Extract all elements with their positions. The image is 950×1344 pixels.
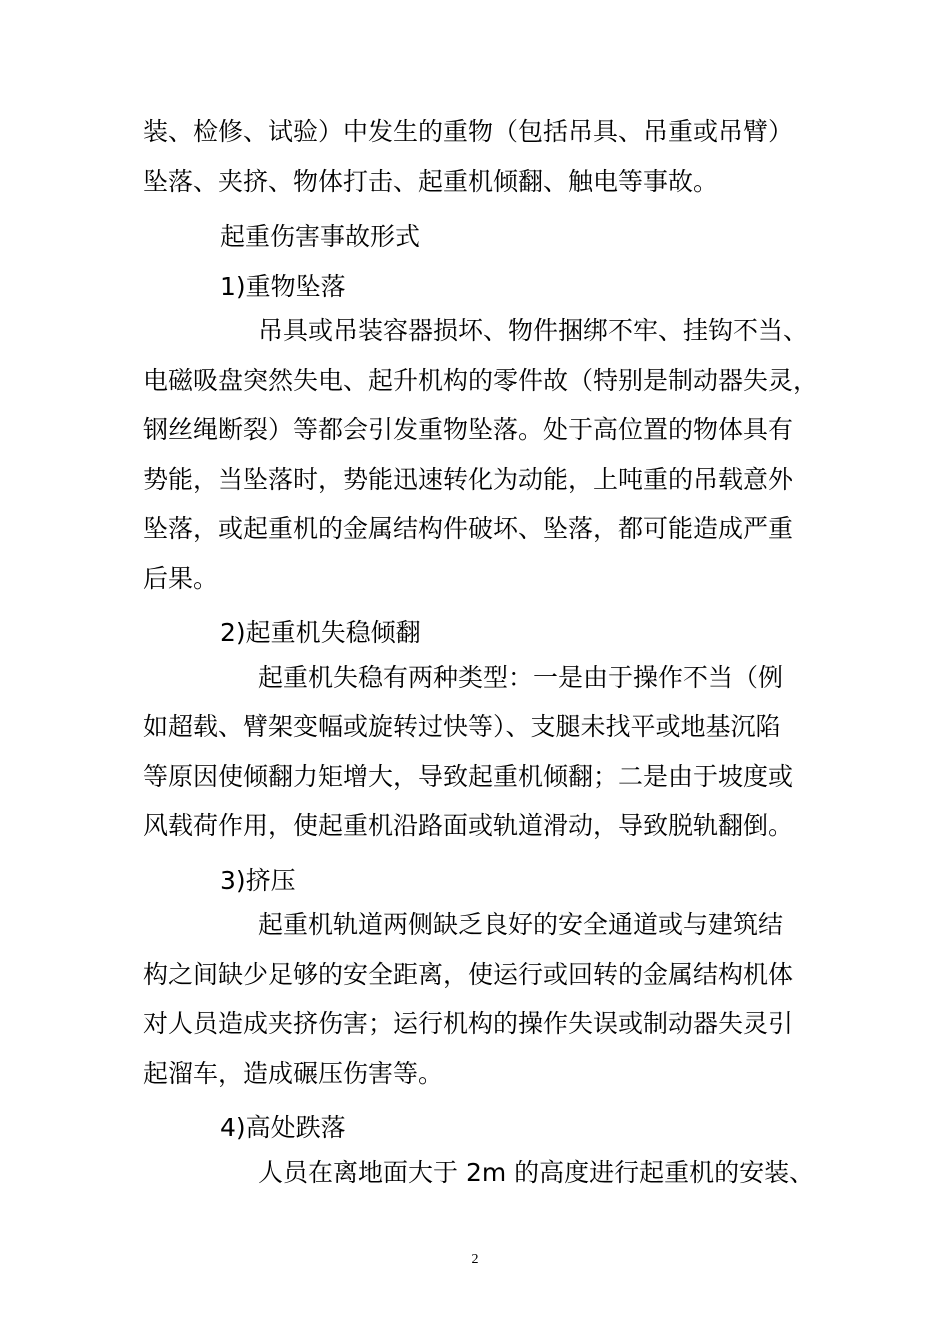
- text-line: 起溜车，造成碾压伤害等。: [143, 1059, 444, 1088]
- text-line: 风载荷作用，使起重机沿路面或轨道滑动，导致脱轨翻倒。: [143, 811, 794, 840]
- text-line: 吊具或吊装容器损坏、物件捆绑不牢、挂钩不当、: [258, 316, 809, 345]
- subsection-heading: 1)重物坠落: [220, 272, 346, 301]
- text-line: 构之间缺少足够的安全距离，使运行或回转的金属结构机体: [143, 960, 794, 989]
- text-line: 电磁吸盘突然失电、起升机构的零件故（特别是制动器失灵，: [143, 366, 819, 395]
- subsection-heading: 4)高处跌落: [220, 1113, 346, 1142]
- text-line: 势能，当坠落时，势能迅速转化为动能，上吨重的吊载意外: [143, 465, 794, 494]
- text-line: 坠落、夹挤、物体打击、起重机倾翻、触电等事故。: [143, 167, 719, 196]
- subsection-heading: 2)起重机失稳倾翻: [220, 618, 421, 647]
- subsection-heading: 3)挤压: [220, 866, 296, 895]
- text-line: 起重机轨道两侧缺乏良好的安全通道或与建筑结: [258, 910, 784, 939]
- text-line: 等原因使倾翻力矩增大，导致起重机倾翻；二是由于坡度或: [143, 762, 794, 791]
- text-line: 钢丝绳断裂）等都会引发重物坠落。处于高位置的物体具有: [143, 415, 794, 444]
- text-line: 人员在离地面大于 2m 的高度进行起重机的安装、: [258, 1158, 815, 1187]
- page-number: 2: [471, 1252, 479, 1267]
- text-line: 对人员造成夹挤伤害；运行机构的操作失误或制动器失灵引: [143, 1009, 794, 1038]
- section-heading: 起重伤害事故形式: [220, 222, 421, 251]
- text-line: 装、检修、试验）中发生的重物（包括吊具、吊重或吊臂）: [143, 117, 794, 146]
- text-line: 起重机失稳有两种类型：一是由于操作不当（例: [258, 663, 784, 692]
- text-line: 如超载、臂架变幅或旋转过快等）、支腿未找平或地基沉陷: [143, 712, 781, 741]
- text-line: 坠落，或起重机的金属结构件破坏、坠落，都可能造成严重: [143, 514, 794, 543]
- text-line: 后果。: [143, 564, 219, 593]
